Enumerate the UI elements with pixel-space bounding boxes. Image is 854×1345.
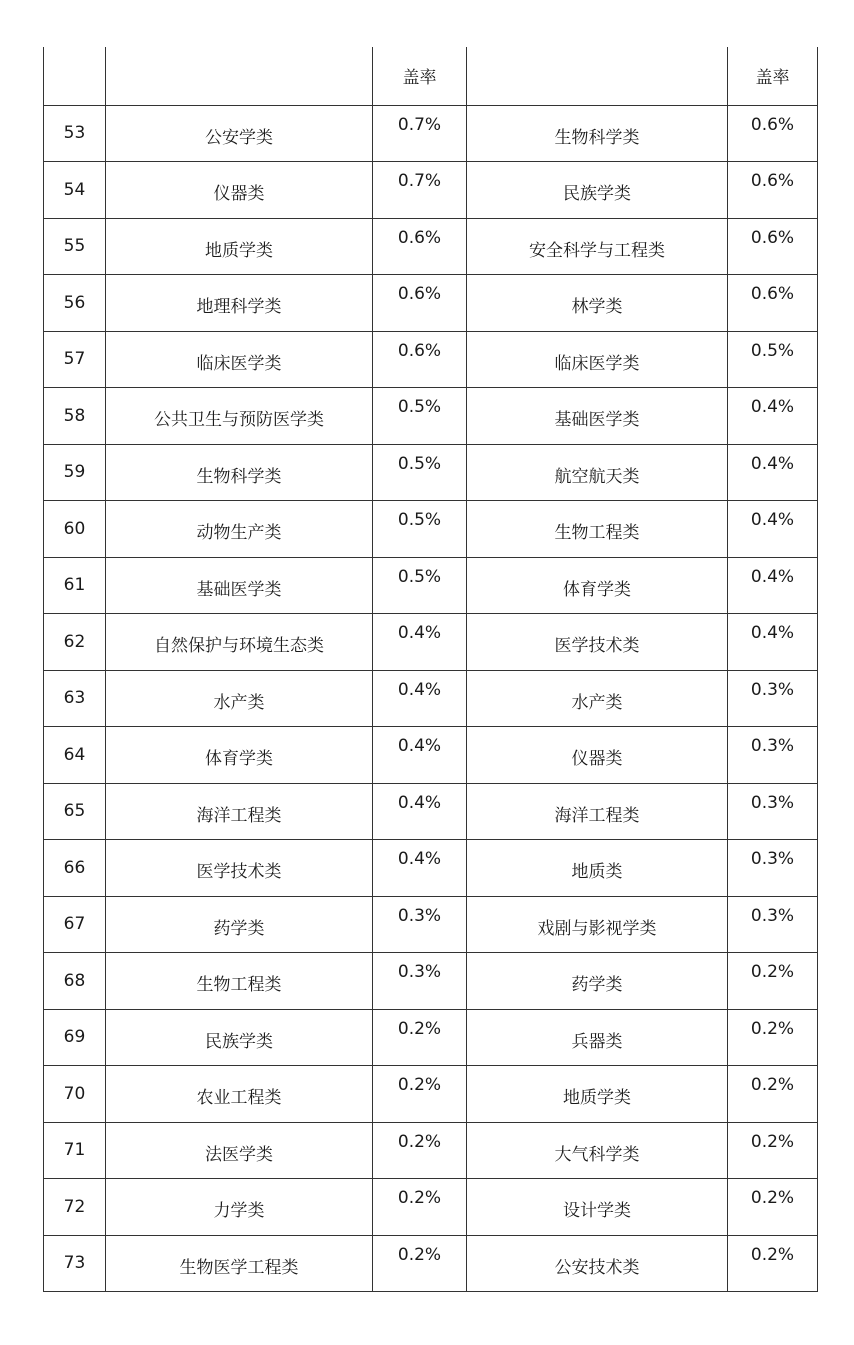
left-major-name: 生物工程类 — [106, 953, 373, 1010]
rank-cell: 53 — [44, 105, 106, 162]
rank-cell: 64 — [44, 727, 106, 784]
left-major-name: 海洋工程类 — [106, 783, 373, 840]
left-major-name: 民族学类 — [106, 1009, 373, 1066]
table-row — [44, 614, 818, 671]
left-coverage-rate: 0.4% — [373, 670, 467, 727]
right-major-name: 大气科学类 — [467, 1122, 728, 1179]
rank-cell: 57 — [44, 331, 106, 388]
left-coverage-rate: 0.5% — [373, 444, 467, 501]
rank-cell: 65 — [44, 783, 106, 840]
header-right-rate-cell: 盖率 — [728, 47, 818, 105]
right-coverage-rate: 0.2% — [728, 1179, 818, 1236]
table-row — [44, 783, 818, 840]
left-coverage-rate: 0.2% — [373, 1066, 467, 1123]
table-row — [44, 501, 818, 558]
table-row — [44, 388, 818, 445]
table-row — [44, 1066, 818, 1123]
right-coverage-rate: 0.2% — [728, 1235, 818, 1292]
table-row — [44, 1009, 818, 1066]
left-coverage-rate: 0.2% — [373, 1179, 467, 1236]
left-major-name: 药学类 — [106, 896, 373, 953]
left-major-name: 仪器类 — [106, 162, 373, 219]
right-major-name: 临床医学类 — [467, 331, 728, 388]
right-coverage-rate: 0.3% — [728, 896, 818, 953]
header-row — [44, 47, 818, 105]
right-major-name: 戏剧与影视学类 — [467, 896, 728, 953]
left-coverage-rate: 0.2% — [373, 1235, 467, 1292]
right-major-name: 体育学类 — [467, 557, 728, 614]
table-row — [44, 1122, 818, 1179]
left-major-name: 公共卫生与预防医学类 — [106, 388, 373, 445]
header-left-name-cell — [106, 47, 373, 105]
table-row — [44, 557, 818, 614]
ranking-table — [43, 47, 818, 1292]
table-row — [44, 896, 818, 953]
rank-cell: 62 — [44, 614, 106, 671]
left-major-name: 农业工程类 — [106, 1066, 373, 1123]
rank-cell: 58 — [44, 388, 106, 445]
table-row — [44, 953, 818, 1010]
right-major-name: 医学技术类 — [467, 614, 728, 671]
left-major-name: 水产类 — [106, 670, 373, 727]
rank-cell: 68 — [44, 953, 106, 1010]
left-coverage-rate: 0.3% — [373, 953, 467, 1010]
right-coverage-rate: 0.4% — [728, 557, 818, 614]
rank-cell: 54 — [44, 162, 106, 219]
table-row — [44, 840, 818, 897]
right-coverage-rate: 0.6% — [728, 162, 818, 219]
right-coverage-rate: 0.6% — [728, 275, 818, 332]
header-right-name-cell — [467, 47, 728, 105]
left-coverage-rate: 0.5% — [373, 557, 467, 614]
left-coverage-rate: 0.4% — [373, 840, 467, 897]
left-coverage-rate: 0.3% — [373, 896, 467, 953]
right-coverage-rate: 0.2% — [728, 1066, 818, 1123]
left-major-name: 基础医学类 — [106, 557, 373, 614]
left-major-name: 地理科学类 — [106, 275, 373, 332]
right-coverage-rate: 0.4% — [728, 444, 818, 501]
right-major-name: 民族学类 — [467, 162, 728, 219]
right-major-name: 公安技术类 — [467, 1235, 728, 1292]
right-major-name: 基础医学类 — [467, 388, 728, 445]
table-row — [44, 727, 818, 784]
right-coverage-rate: 0.3% — [728, 840, 818, 897]
rank-cell: 61 — [44, 557, 106, 614]
left-major-name: 动物生产类 — [106, 501, 373, 558]
left-coverage-rate: 0.5% — [373, 501, 467, 558]
right-major-name: 林学类 — [467, 275, 728, 332]
left-coverage-rate: 0.2% — [373, 1009, 467, 1066]
right-major-name: 水产类 — [467, 670, 728, 727]
rank-cell: 66 — [44, 840, 106, 897]
left-major-name: 体育学类 — [106, 727, 373, 784]
table-row — [44, 162, 818, 219]
left-major-name: 临床医学类 — [106, 331, 373, 388]
left-coverage-rate: 0.4% — [373, 727, 467, 784]
table-row — [44, 1179, 818, 1236]
left-major-name: 法医学类 — [106, 1122, 373, 1179]
table-row — [44, 218, 818, 275]
left-major-name: 力学类 — [106, 1179, 373, 1236]
right-coverage-rate: 0.2% — [728, 953, 818, 1010]
left-coverage-rate: 0.2% — [373, 1122, 467, 1179]
rank-cell: 70 — [44, 1066, 106, 1123]
left-coverage-rate: 0.6% — [373, 331, 467, 388]
right-major-name: 设计学类 — [467, 1179, 728, 1236]
table-row — [44, 331, 818, 388]
right-major-name: 生物工程类 — [467, 501, 728, 558]
left-major-name: 生物科学类 — [106, 444, 373, 501]
right-coverage-rate: 0.4% — [728, 501, 818, 558]
left-major-name: 生物医学工程类 — [106, 1235, 373, 1292]
left-coverage-rate: 0.4% — [373, 783, 467, 840]
right-major-name: 兵器类 — [467, 1009, 728, 1066]
rank-cell: 56 — [44, 275, 106, 332]
rank-cell: 67 — [44, 896, 106, 953]
rank-cell: 55 — [44, 218, 106, 275]
right-major-name: 仪器类 — [467, 727, 728, 784]
left-major-name: 医学技术类 — [106, 840, 373, 897]
left-coverage-rate: 0.6% — [373, 275, 467, 332]
right-coverage-rate: 0.4% — [728, 614, 818, 671]
left-coverage-rate: 0.5% — [373, 388, 467, 445]
right-major-name: 地质学类 — [467, 1066, 728, 1123]
left-coverage-rate: 0.6% — [373, 218, 467, 275]
table-row — [44, 1235, 818, 1292]
right-coverage-rate: 0.2% — [728, 1122, 818, 1179]
rank-cell: 60 — [44, 501, 106, 558]
rank-cell: 73 — [44, 1235, 106, 1292]
rank-cell: 72 — [44, 1179, 106, 1236]
left-major-name: 公安学类 — [106, 105, 373, 162]
table-row — [44, 275, 818, 332]
left-coverage-rate: 0.7% — [373, 105, 467, 162]
right-major-name: 药学类 — [467, 953, 728, 1010]
right-coverage-rate: 0.5% — [728, 331, 818, 388]
rank-cell: 69 — [44, 1009, 106, 1066]
right-coverage-rate: 0.6% — [728, 218, 818, 275]
table-body — [44, 47, 818, 1292]
right-coverage-rate: 0.2% — [728, 1009, 818, 1066]
right-major-name: 生物科学类 — [467, 105, 728, 162]
right-coverage-rate: 0.3% — [728, 727, 818, 784]
right-major-name: 航空航天类 — [467, 444, 728, 501]
rank-cell: 59 — [44, 444, 106, 501]
header-rank-cell — [44, 47, 106, 105]
table-row — [44, 670, 818, 727]
table-row — [44, 444, 818, 501]
left-major-name: 自然保护与环境生态类 — [106, 614, 373, 671]
rank-cell: 71 — [44, 1122, 106, 1179]
right-coverage-rate: 0.3% — [728, 783, 818, 840]
right-major-name: 安全科学与工程类 — [467, 218, 728, 275]
right-coverage-rate: 0.3% — [728, 670, 818, 727]
right-major-name: 海洋工程类 — [467, 783, 728, 840]
left-coverage-rate: 0.7% — [373, 162, 467, 219]
header-left-rate-cell: 盖率 — [373, 47, 467, 105]
right-coverage-rate: 0.4% — [728, 388, 818, 445]
right-coverage-rate: 0.6% — [728, 105, 818, 162]
left-major-name: 地质学类 — [106, 218, 373, 275]
right-major-name: 地质类 — [467, 840, 728, 897]
table-row — [44, 105, 818, 162]
rank-cell: 63 — [44, 670, 106, 727]
left-coverage-rate: 0.4% — [373, 614, 467, 671]
